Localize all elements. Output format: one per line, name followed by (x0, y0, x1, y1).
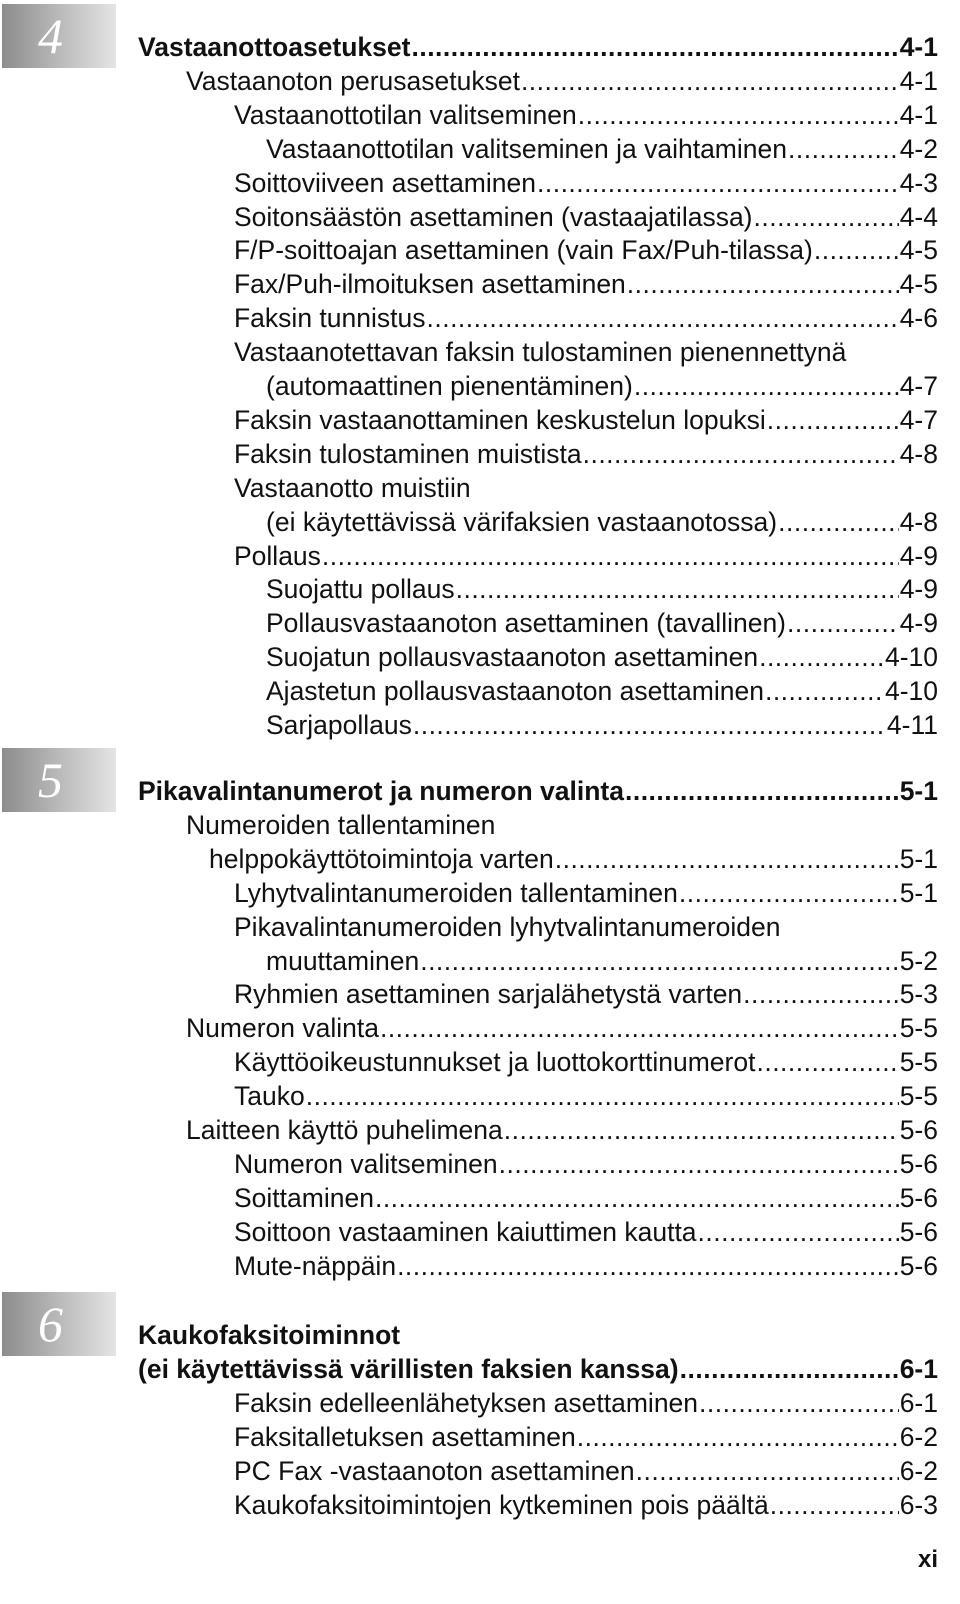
toc-entry-page: 5-2 (899, 945, 938, 976)
toc-entry[interactable] (234, 1454, 938, 1488)
toc-entry-page: 5-1 (899, 843, 938, 874)
dot-leader (767, 403, 899, 437)
dot-leader (627, 267, 899, 301)
toc-entry-title: Vastaanottotilan valitseminen (234, 99, 577, 130)
toc-entry-page: 6-2 (899, 1455, 938, 1486)
dot-leader (743, 977, 899, 1011)
toc-entry-title: Soitonsäästön asettaminen (vastaajatilassa) (234, 201, 753, 232)
toc-entry-page: 5-1 (899, 776, 938, 806)
toc-entry[interactable] (234, 233, 938, 267)
toc-entry-title: Käyttöoikeustunnukset ja luottokorttinumerot (234, 1047, 756, 1078)
toc-entry[interactable] (266, 606, 938, 640)
toc-entry-page: 4-9 (899, 540, 938, 571)
toc-entry-page: 4-5 (899, 269, 938, 300)
toc-entry-title: Pikavalintanumerot ja numeron valinta (138, 776, 624, 806)
chapter-number: 6 (38, 1296, 63, 1352)
toc-entry[interactable] (186, 808, 938, 842)
toc-entry-title: Ajastetun pollausvastaanoton asettaminen (266, 676, 764, 707)
toc-entry-title: (ei käytettävissä värillisten faksien kanssa) (138, 1353, 679, 1384)
toc-entry[interactable] (234, 301, 938, 335)
toc-entry[interactable] (234, 1249, 938, 1283)
toc-entry-title: F/P-soittoajan asettaminen (vain Fax/Puh-tilassa) (234, 235, 813, 266)
dot-leader (778, 505, 899, 539)
toc-entry[interactable] (234, 1181, 938, 1215)
toc-entry[interactable] (234, 1215, 938, 1249)
toc-entry-page: 4-5 (899, 235, 938, 266)
dot-leader (456, 572, 899, 606)
toc-entry-title: Kaukofaksitoiminnot (138, 1320, 401, 1350)
dot-leader (765, 674, 884, 708)
toc-entry[interactable] (234, 539, 938, 573)
toc-entry[interactable] (234, 1079, 938, 1113)
dot-leader (322, 539, 899, 573)
toc-entry-title: Vastaanottoasetukset (138, 32, 411, 62)
toc-entry-title: Soittaminen (234, 1182, 374, 1213)
toc-entry-title: (ei käytettävissä värifaksien vastaanotossa) (266, 506, 778, 537)
toc-entry-page: 4-10 (884, 642, 938, 673)
toc-entry-page: 4-7 (899, 404, 938, 435)
toc-entry-page: 5-6 (899, 1250, 938, 1281)
toc-entry[interactable] (234, 98, 938, 132)
dot-leader (636, 1454, 899, 1488)
toc-entry[interactable] (138, 1352, 938, 1386)
toc-entry-title: Kaukofaksitoimintojen kytkeminen pois päältä (234, 1489, 769, 1520)
toc-entry[interactable] (138, 30, 938, 64)
toc-entry-title: Numeron valinta (186, 1013, 379, 1044)
toc-entry[interactable] (266, 505, 938, 539)
chapter-number: 5 (38, 752, 63, 808)
dot-leader (413, 708, 886, 742)
toc-entry-page: 6-1 (899, 1387, 938, 1418)
dot-leader (634, 369, 899, 403)
dot-leader (555, 842, 899, 876)
toc-entry-page: 6-1 (899, 1353, 938, 1384)
toc-entry-page: 4-11 (886, 710, 938, 740)
toc-entry-page: 4-8 (899, 506, 938, 537)
toc-entry[interactable] (186, 64, 938, 98)
toc-entry-title: Mute-näppäin (234, 1250, 397, 1281)
toc-entry-page: 4-7 (899, 371, 938, 401)
toc-entry-title: muuttaminen (266, 945, 420, 976)
dot-leader (380, 1011, 899, 1045)
toc-entry[interactable] (234, 403, 938, 437)
toc-entry-page: 4-9 (899, 608, 938, 639)
dot-leader (499, 1147, 899, 1181)
toc-entry-title: Pollausvastaanoton asettaminen (tavallinen) (266, 608, 787, 639)
toc-entry[interactable] (209, 842, 938, 876)
toc-entry[interactable] (266, 640, 938, 674)
dot-leader (680, 1352, 899, 1386)
dot-leader (754, 200, 899, 234)
toc-entry[interactable] (138, 774, 938, 808)
toc-entry-title: Soittoon vastaaminen kaiuttimen kautta (234, 1216, 697, 1247)
toc-entry[interactable] (266, 132, 938, 166)
toc-entry-page: 4-4 (899, 201, 938, 232)
toc-entry-title: Faksin tulostaminen muistista (234, 438, 582, 469)
toc-entry[interactable] (234, 1147, 938, 1181)
toc-entry-title: Faksin edelleenlähetyksen asettaminen (234, 1387, 699, 1418)
toc-entry[interactable] (234, 1045, 938, 1079)
toc-entry-title: Suojatun pollausvastaanoton asettaminen (266, 642, 759, 673)
toc-entry-page: 4-1 (899, 65, 938, 96)
toc-entry-page: 5-5 (899, 1047, 938, 1078)
dot-leader (699, 1386, 899, 1420)
chapter-tab (2, 4, 116, 68)
toc-entry[interactable] (266, 944, 938, 978)
toc-entry-title: Vastaanotto muistiin (234, 472, 471, 503)
dot-leader (504, 1113, 899, 1147)
toc-entry-page: 6-3 (899, 1489, 938, 1520)
dot-leader (759, 640, 884, 674)
dot-leader (698, 1215, 899, 1249)
toc-entry[interactable] (266, 572, 938, 606)
toc-entry-title: Vastaanotettavan faksin tulostaminen pienennettynä (234, 337, 847, 368)
toc-entry-page: 4-3 (899, 167, 938, 198)
toc-entry[interactable] (234, 1488, 938, 1522)
toc-entry-title: Soittoviiveen asettaminen (234, 167, 536, 198)
toc-entry-title: Faksin vastaanottaminen keskustelun lopuksi (234, 404, 766, 435)
dot-leader (814, 233, 899, 267)
dot-leader (625, 774, 899, 808)
dot-leader (397, 1249, 899, 1283)
dot-leader (788, 132, 899, 166)
toc-entry-page: 6-2 (899, 1421, 938, 1452)
toc-entry[interactable] (266, 708, 938, 742)
dot-leader (770, 1488, 899, 1522)
toc-entry[interactable] (234, 267, 938, 301)
toc-entry[interactable] (266, 369, 938, 403)
toc-entry-title: Numeroiden tallentaminen (186, 809, 496, 840)
toc-entry[interactable] (234, 1386, 938, 1420)
toc-entry-page: 5-5 (899, 1013, 938, 1044)
toc-entry-title: Pikavalintanumeroiden lyhytvalintanumeroiden (234, 911, 781, 942)
toc-entry-title: PC Fax -vastaanoton asettaminen (234, 1455, 635, 1486)
toc-entry-title: Tauko (234, 1081, 305, 1112)
chapter-tab (2, 1292, 116, 1356)
toc-entry-page: 4-6 (899, 303, 938, 334)
toc-entry-title: Numeron valitseminen (234, 1148, 498, 1179)
toc-entry-title: helppokäyttötoimintoja varten (209, 843, 554, 874)
toc-entry[interactable] (186, 1011, 938, 1045)
toc-entry-page: 5-6 (899, 1148, 938, 1179)
dot-leader (578, 98, 899, 132)
toc-entry-page: 5-1 (899, 877, 938, 908)
chapter-tab (2, 748, 116, 812)
toc-entry-title: Suojattu pollaus (266, 574, 455, 605)
toc-entry-title: Vastaanottotilan valitseminen ja vaihtaminen (266, 133, 787, 164)
dot-leader (375, 1181, 899, 1215)
toc-entry-title: Faksitalletuksen asettaminen (234, 1421, 576, 1452)
toc-entry-page: 4-8 (899, 438, 938, 469)
toc-entry-page: 4-1 (899, 32, 938, 62)
toc-entry[interactable] (234, 471, 938, 505)
toc-entry[interactable] (234, 335, 938, 369)
dot-leader (679, 876, 899, 910)
toc-entry-page: 4-1 (899, 99, 938, 130)
chapter-number: 4 (38, 8, 63, 64)
toc-entry-page: 5-3 (899, 979, 938, 1010)
toc-entry-title: Faksin tunnistus (234, 303, 426, 334)
toc-entry[interactable] (234, 166, 938, 200)
toc-entry[interactable] (186, 1113, 938, 1147)
toc-entry-page: 5-6 (899, 1216, 938, 1247)
toc-entry[interactable] (266, 674, 938, 708)
toc-entry[interactable] (234, 977, 938, 1011)
toc-entry-title: Laitteen käyttö puhelimena (186, 1115, 503, 1145)
dot-leader (411, 30, 898, 64)
dot-leader (426, 301, 898, 335)
dot-leader (306, 1079, 899, 1113)
dot-leader (577, 1420, 899, 1454)
dot-leader (521, 64, 899, 98)
dot-leader (420, 944, 898, 978)
toc-entry-title: Sarjapollaus (266, 710, 412, 740)
toc-entry-page: 5-6 (899, 1115, 938, 1145)
dot-leader (787, 606, 899, 640)
toc-entry[interactable] (234, 910, 938, 944)
page-number: xi (917, 1546, 938, 1573)
toc-entry-page: 5-5 (899, 1081, 938, 1112)
toc-entry[interactable] (138, 1318, 938, 1352)
toc-entry[interactable] (234, 437, 938, 471)
toc-entry-page: 4-9 (899, 574, 938, 605)
toc-entry-title: Pollaus (234, 540, 321, 571)
toc-entry[interactable] (234, 876, 938, 910)
toc-entry-title: Ryhmien asettaminen sarjalähetystä varten (234, 979, 743, 1010)
dot-leader (537, 166, 899, 200)
toc-entry[interactable] (234, 1420, 938, 1454)
dot-leader (756, 1045, 898, 1079)
toc-entry[interactable] (234, 200, 938, 234)
toc-entry-title: Lyhytvalintanumeroiden tallentaminen (234, 877, 678, 908)
toc-entry-page: 5-6 (899, 1182, 938, 1213)
toc-entry-title: (automaattinen pienentäminen) (266, 371, 633, 401)
dot-leader (583, 437, 899, 471)
toc-entry-title: Fax/Puh-ilmoituksen asettaminen (234, 269, 626, 300)
toc-entry-title: Vastaanoton perusasetukset (186, 65, 520, 96)
toc-entry-page: 4-10 (884, 676, 938, 707)
toc-entry-page: 4-2 (899, 133, 938, 164)
